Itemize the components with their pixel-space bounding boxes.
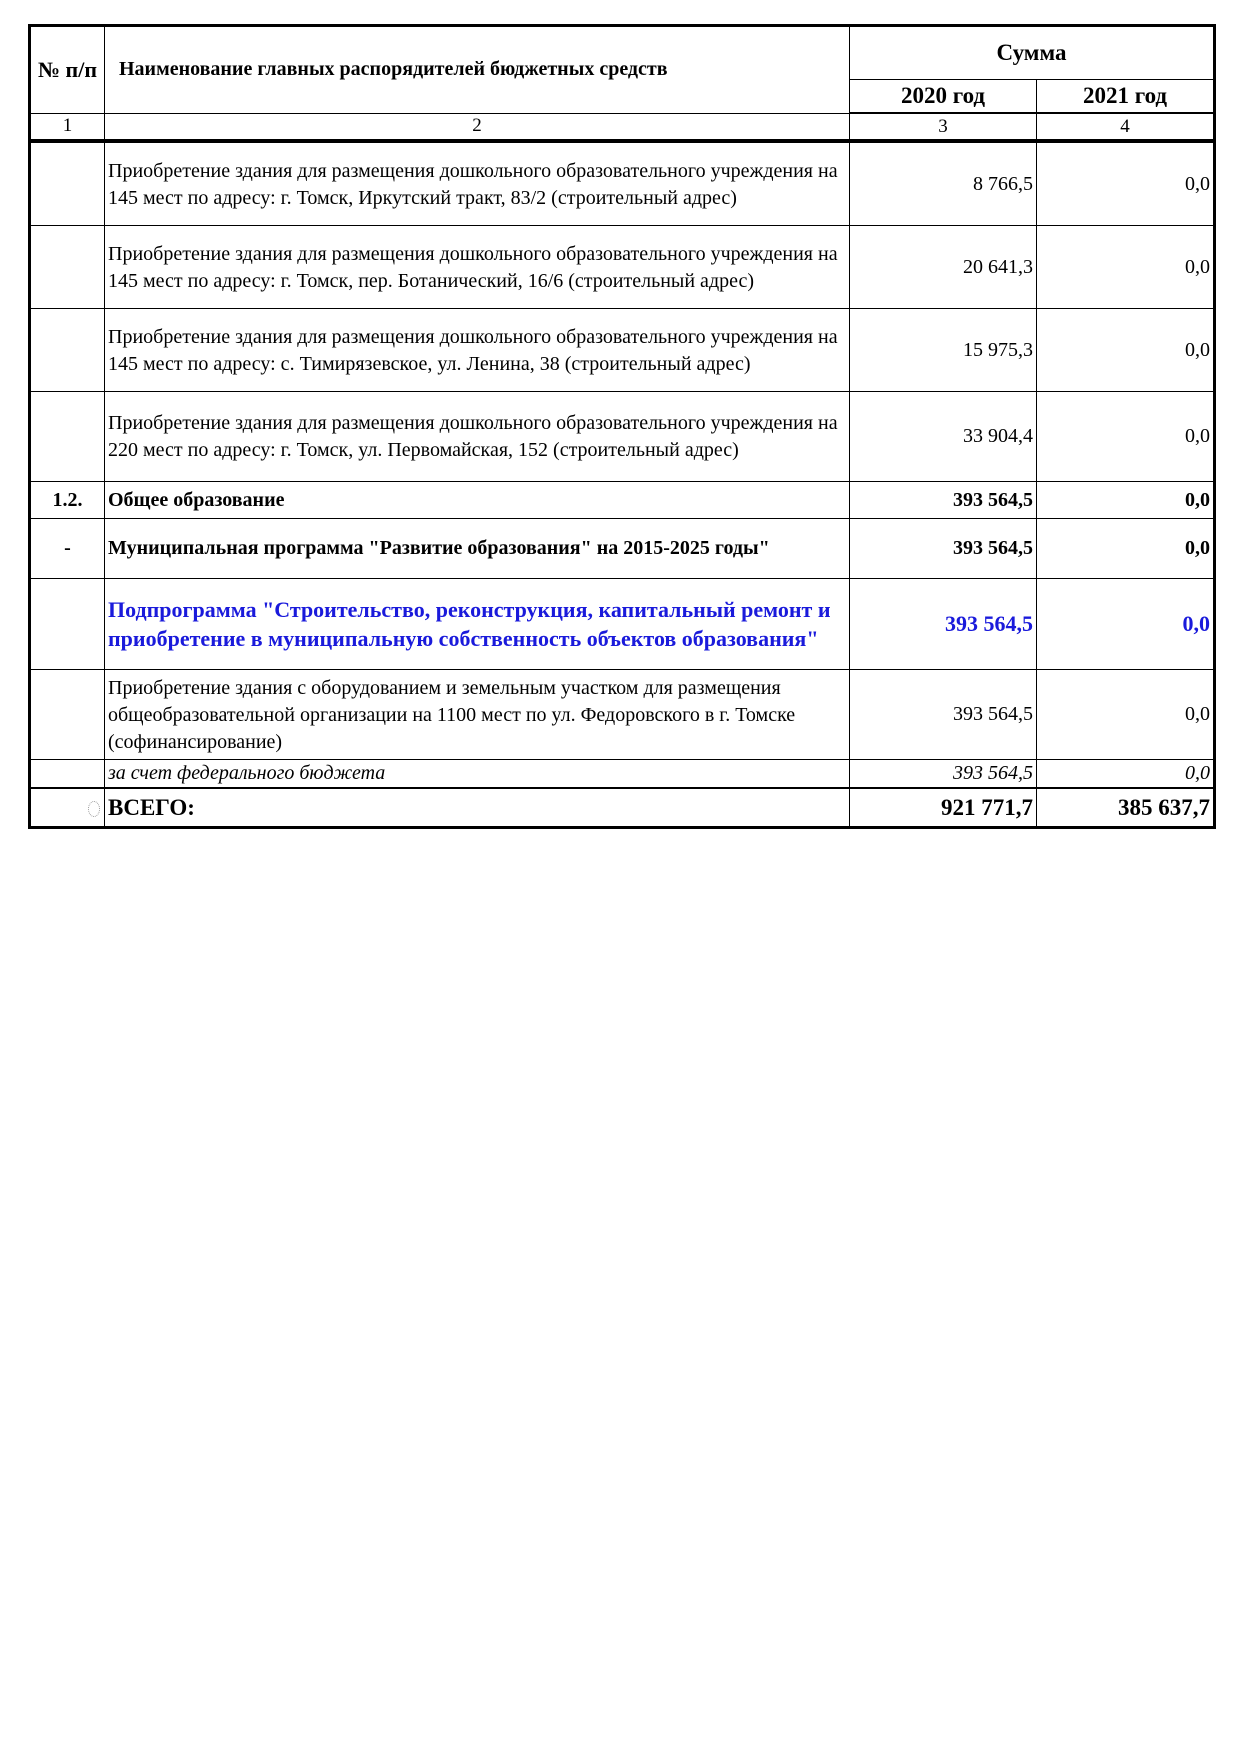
row-value-2021: 0,0 bbox=[1037, 141, 1215, 226]
row-num bbox=[30, 226, 105, 309]
row-name: за счет федерального бюджета bbox=[105, 760, 850, 789]
total-marker-cell bbox=[30, 788, 105, 828]
row-num bbox=[30, 760, 105, 789]
row-value-2020: 393 564,5 bbox=[850, 579, 1037, 670]
total-value-2021: 385 637,7 bbox=[1037, 788, 1215, 828]
header-row bbox=[30, 26, 1215, 80]
table-row bbox=[30, 141, 1215, 226]
row-value-2020: 393 564,5 bbox=[850, 670, 1037, 760]
row-num bbox=[30, 670, 105, 760]
row-name: Приобретение здания с оборудованием и земельным участком для размещения общеобразовательной организации на 1100 мест по ул. Федоровского в г. Томске (софинансирование) bbox=[105, 670, 850, 760]
row-num bbox=[30, 392, 105, 482]
row-value-2021: 0,0 bbox=[1037, 670, 1215, 760]
table-row bbox=[30, 309, 1215, 392]
row-value-2021: 0,0 bbox=[1037, 760, 1215, 789]
row-value-2021: 0,0 bbox=[1037, 482, 1215, 519]
row-value-2020: 33 904,4 bbox=[850, 392, 1037, 482]
table-row bbox=[30, 226, 1215, 309]
total-row bbox=[30, 788, 1215, 828]
table-row bbox=[30, 392, 1215, 482]
row-name: Приобретение здания для размещения дошкольного образовательного учреждения на 145 мест по адресу: с. Тимирязевское, ул. Ленина, 38 (строительный адрес) bbox=[105, 309, 850, 392]
row-value-2021: 0,0 bbox=[1037, 226, 1215, 309]
section-row bbox=[30, 482, 1215, 519]
header-year-2020: 2020 год bbox=[850, 80, 1037, 114]
row-value-2020: 8 766,5 bbox=[850, 141, 1037, 226]
row-num: - bbox=[30, 519, 105, 579]
row-value-2020: 15 975,3 bbox=[850, 309, 1037, 392]
row-name: Приобретение здания для размещения дошкольного образовательного учреждения на 145 мест по адресу: г. Томск, Иркутский тракт, 83/2 (строительный адрес) bbox=[105, 141, 850, 226]
row-value-2020: 393 564,5 bbox=[850, 482, 1037, 519]
row-num bbox=[30, 579, 105, 670]
row-name: Общее образование bbox=[105, 482, 850, 519]
row-value-2021: 0,0 bbox=[1037, 579, 1215, 670]
column-numbers-row bbox=[30, 113, 1215, 141]
row-value-2021: 0,0 bbox=[1037, 309, 1215, 392]
row-num bbox=[30, 309, 105, 392]
header-sum: Сумма bbox=[850, 26, 1215, 80]
row-name: Приобретение здания для размещения дошкольного образовательного учреждения на 145 мест по адресу: г. Томск, пер. Ботанический, 16/6 (строительный адрес) bbox=[105, 226, 850, 309]
row-value-2021: 0,0 bbox=[1037, 519, 1215, 579]
subprogram-row bbox=[30, 579, 1215, 670]
row-name: Приобретение здания для размещения дошкольного образовательного учреждения на 220 мест по адресу: г. Томск, ул. Первомайская, 152 (строительный адрес) bbox=[105, 392, 850, 482]
row-name: Муниципальная программа "Развитие образования" на 2015-2025 годы" bbox=[105, 519, 850, 579]
header-num: № п/п bbox=[30, 26, 105, 114]
budget-table-page bbox=[28, 24, 1213, 829]
total-value-2020: 921 771,7 bbox=[850, 788, 1037, 828]
row-name: Подпрограмма "Строительство, реконструкция, капитальный ремонт и приобретение в муниципальную собственность объектов образования" bbox=[105, 579, 850, 670]
program-row bbox=[30, 519, 1215, 579]
column-number: 2 bbox=[105, 113, 850, 141]
row-num bbox=[30, 141, 105, 226]
budget-table bbox=[28, 24, 1216, 829]
row-value-2020: 20 641,3 bbox=[850, 226, 1037, 309]
row-value-2020: 393 564,5 bbox=[850, 519, 1037, 579]
column-number: 3 bbox=[850, 113, 1037, 141]
total-label: ВСЕГО: bbox=[105, 788, 850, 828]
header-year-2021: 2021 год bbox=[1037, 80, 1215, 114]
column-number: 4 bbox=[1037, 113, 1215, 141]
row-value-2021: 0,0 bbox=[1037, 392, 1215, 482]
row-value-2020: 393 564,5 bbox=[850, 760, 1037, 789]
cell-marker-icon bbox=[88, 801, 100, 817]
federal-budget-row bbox=[30, 760, 1215, 789]
column-number: 1 bbox=[30, 113, 105, 141]
row-num: 1.2. bbox=[30, 482, 105, 519]
table-row bbox=[30, 670, 1215, 760]
header-name: Наименование главных распорядителей бюджетных средств bbox=[105, 26, 850, 114]
